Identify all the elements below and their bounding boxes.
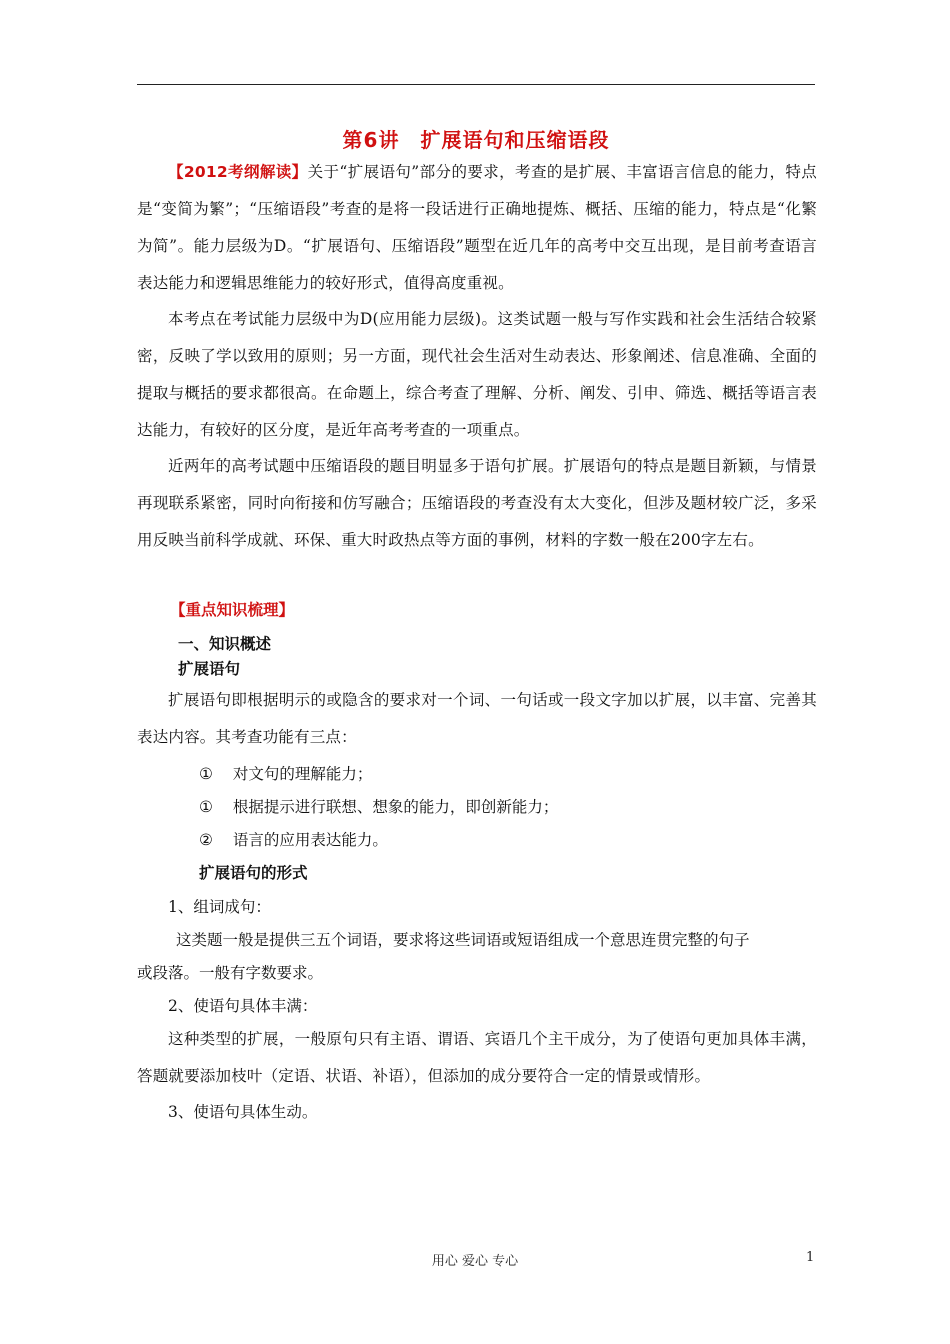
intro-text: 关于“扩展语句”部分的要求，考查的是扩展、丰富语言信息的能力，特点是“变简为繁”；“压缩语段”考查的是将一段话进行正确地提炼、概括、压缩的能力，特点是“化繁为简”。能力层级为D。“扩展语句、压缩语段”题型在近几年的高考中交互出现，是目前考查语言表达能力和逻辑思维能力的较好形式，值得高度重视。 bbox=[137, 163, 818, 292]
exam-outline-tag: 【2012考纲解读】 bbox=[168, 163, 308, 181]
item-3-title: 3、使语句具体生动。 bbox=[168, 1103, 318, 1121]
item-1-title: 1、组词成句： bbox=[168, 898, 271, 916]
section-tag: 【重点知识梳理】 bbox=[170, 601, 295, 619]
item-2-title: 2、使语句具体丰满： bbox=[168, 997, 318, 1015]
item-1-line-1: 这类题一般是提供三五个词语，要求将这些词语或短语组成一个意思连贯完整的句子 bbox=[176, 931, 750, 949]
item-2-text: 这种类型的扩展，一般原句只有主语、谓语、宾语几个主干成分，为了使语句更加具体丰满，答题就要添加枝叶（定语、状语、补语），但添加的成分要符合一定的情景或情形。 bbox=[137, 1030, 817, 1085]
item-1-line-2: 或段落。一般有字数要求。 bbox=[137, 964, 324, 982]
page-title: 第6讲 扩展语句和压缩语段 bbox=[342, 128, 610, 152]
footer-motto: 用心 爱心 专心 bbox=[431, 1254, 519, 1269]
page-number: 1 bbox=[806, 1250, 815, 1265]
list-item: ① 对文句的理解能力； bbox=[199, 765, 373, 783]
subheading-expand: 扩展语句 bbox=[178, 660, 241, 678]
intro-paragraph bbox=[137, 154, 817, 302]
paragraph-3: 近两年的高考试题中压缩语段的题目明显多于语句扩展。扩展语句的特点是题目新颖，与情景再现联系紧密，同时向衔接和仿写融合；压缩语段的考查没有太大变化，但涉及题材较广泛，多采用反映当前科学成就、环保、重大时政热点等方面的事例，材料的字数一般在200字左右。 bbox=[137, 457, 817, 549]
paragraph-2: 本考点在考试能力层级中为D(应用能力层级)。这类试题一般与写作实践和社会生活结合较紧密，反映了学以致用的原则；另一方面，现代社会生活对生动表达、形象阐述、信息准确、全面的提取与概括的要求都很高。在命题上，综合考查了理解、分析、阐发、引申、筛选、概括等语言表达能力，有较好的区分度，是近年高考考查的一项重点。 bbox=[137, 310, 817, 439]
paragraph-4: 扩展语句即根据明示的或隐含的要求对一个词、一句话或一段文字加以扩展，以丰富、完善其表达内容。其考查功能有三点： bbox=[137, 691, 817, 746]
subheading-forms: 扩展语句的形式 bbox=[199, 864, 308, 882]
section-heading-1: 一、知识概述 bbox=[178, 635, 272, 653]
list-item: ② 语言的应用表达能力。 bbox=[199, 831, 388, 849]
header-rule bbox=[137, 84, 815, 85]
list-item: ① 根据提示进行联想、想象的能力，即创新能力； bbox=[199, 798, 559, 816]
